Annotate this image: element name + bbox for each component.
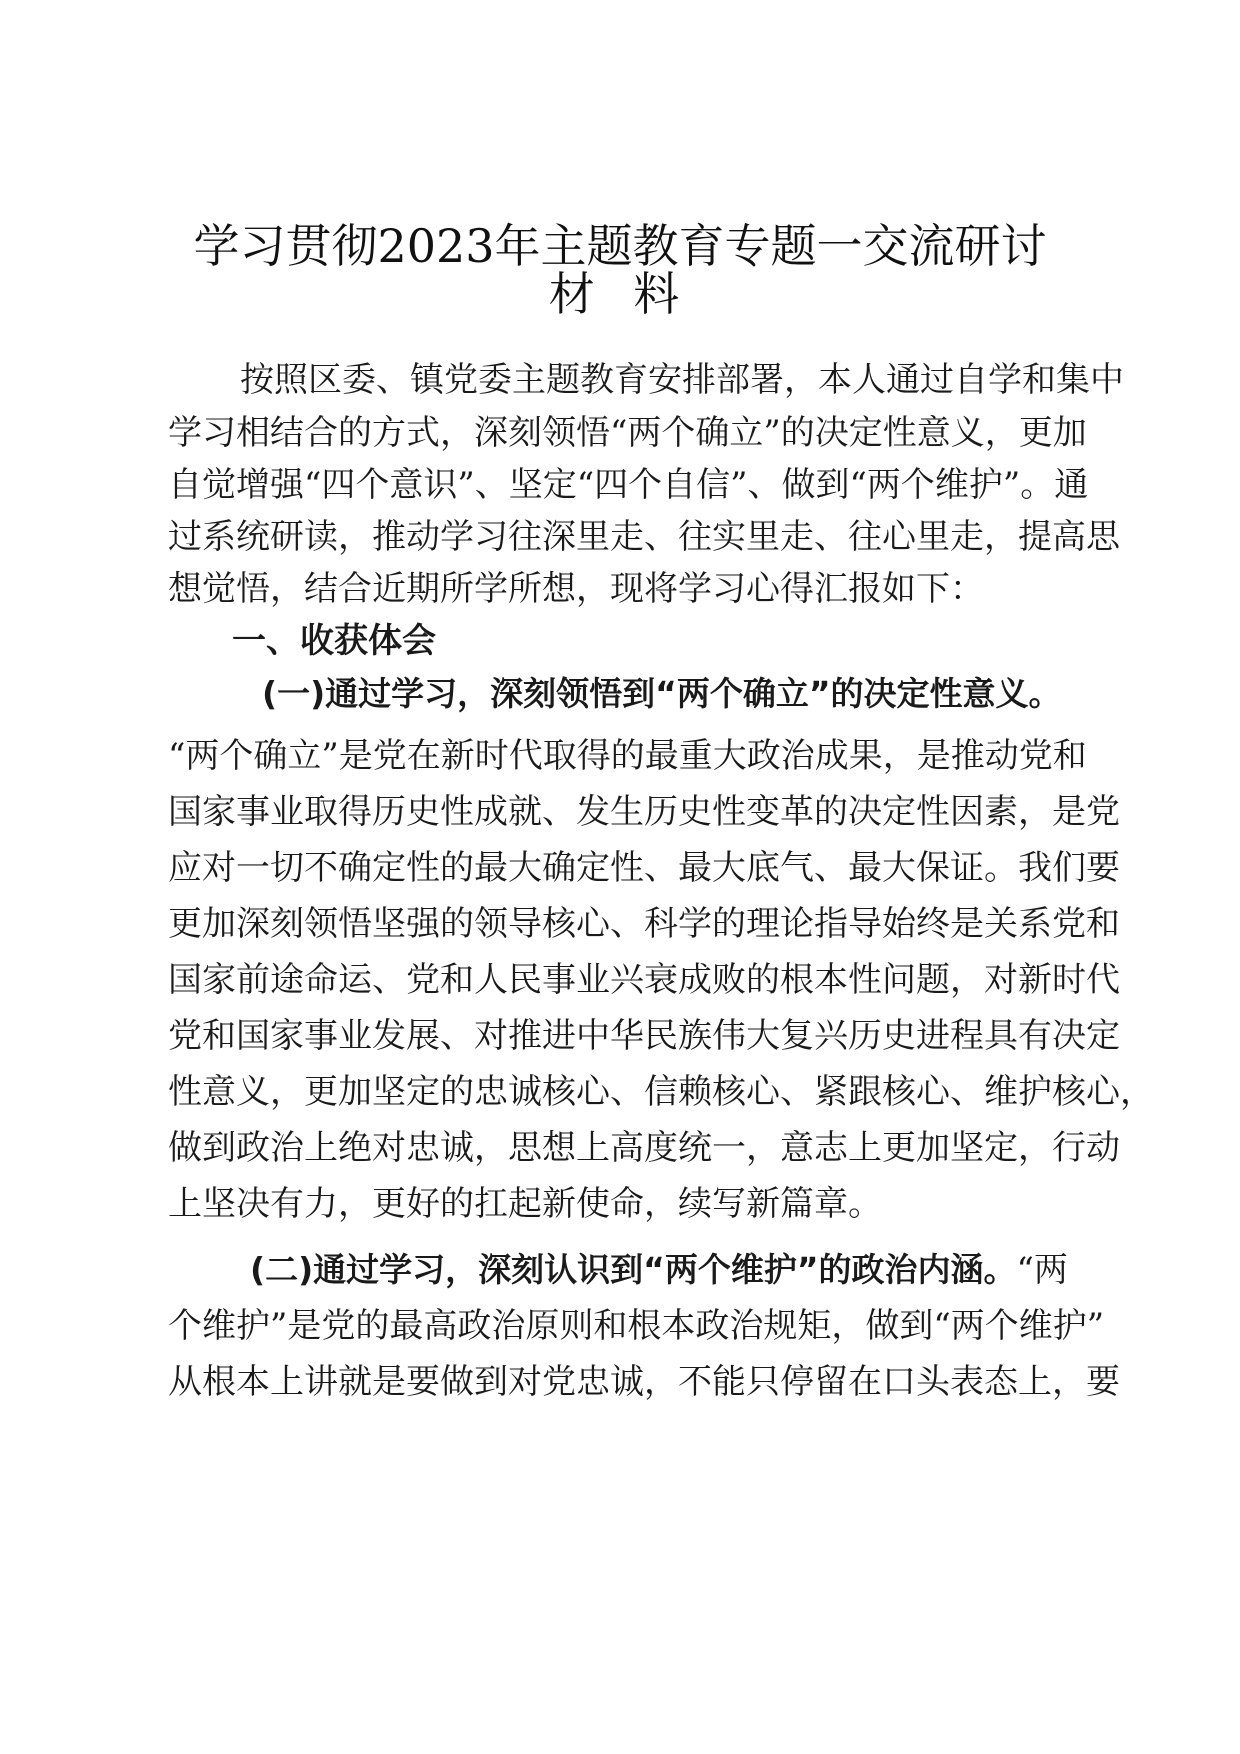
- body-line: 上坚决有力，更好的扛起新使命，续写新篇章。: [168, 1184, 882, 1224]
- body-line: 做到政治上绝对忠诚，思想上高度统一，意志上更加坚定，行动: [168, 1128, 1120, 1168]
- intro-line: 想觉悟，结合近期所学所想，现将学习心得汇报如下：: [168, 569, 984, 609]
- document-title-line2: 材 料: [548, 267, 692, 321]
- body-line: 国家前途命运、党和人民事业兴衰成败的根本性问题，对新时代: [168, 960, 1120, 1000]
- body-line: 个维护”是党的最高政治原则和根本政治规矩，做到“两个维护”: [168, 1306, 1105, 1346]
- intro-line: 学习相结合的方式，深刻领悟“两个确立”的决定性意义，更加: [168, 413, 1087, 453]
- subsection-heading: (一)通过学习，深刻领悟到“两个确立”的决定性意义。: [262, 674, 1062, 713]
- document-title-line1: 学习贯彻2023年主题教育专题一交流研讨: [193, 219, 1047, 273]
- intro-line: 自觉增强“四个意识”、坚定“四个自信”、做到“两个维护”。通: [168, 465, 1089, 505]
- subsection-heading: (二)通过学习，深刻认识到“两个维护”的政治内涵。: [250, 1250, 1017, 1289]
- body-line: 国家事业取得历史性成就、发生历史性变革的决定性因素，是党: [168, 792, 1120, 832]
- body-line: 性意义，更加坚定的忠诚核心、信赖核心、紧跟核心、维护核心，: [168, 1072, 1154, 1112]
- body-line: “两个确立”是党在新时代取得的最重大政治成果，是推动党和: [168, 736, 1087, 776]
- intro-line: 按照区委、镇党委主题教育安排部署，本人通过自学和集中: [240, 360, 1124, 400]
- body-text: “两: [1016, 1250, 1068, 1290]
- body-line: 更加深刻领悟坚强的领导核心、科学的理论指导始终是关系党和: [168, 904, 1120, 944]
- subsection2-first-line: [250, 1242, 1170, 1291]
- body-line: 从根本上讲就是要做到对党忠诚，不能只停留在口头表态上，要: [168, 1362, 1120, 1402]
- section-heading: 一、收获体会: [232, 621, 436, 661]
- body-line: 党和国家事业发展、对推进中华民族伟大复兴历史进程具有决定: [168, 1016, 1120, 1056]
- intro-line: 过系统研读，推动学习往深里走、往实里走、往心里走，提高思: [168, 517, 1120, 557]
- body-line: 应对一切不确定性的最大确定性、最大底气、最大保证。我们要: [168, 848, 1120, 888]
